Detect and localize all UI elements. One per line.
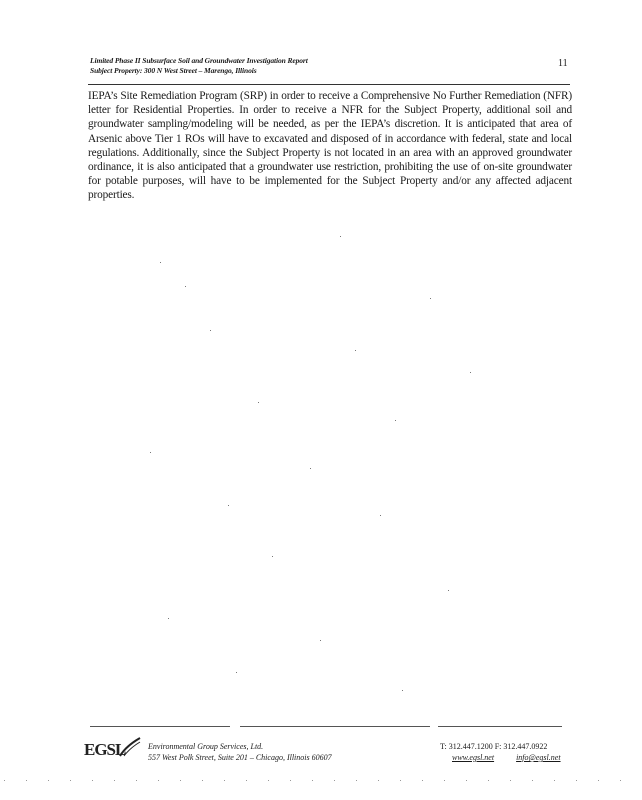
page-number: 11 <box>558 58 568 69</box>
email-link[interactable]: info@egsl.net <box>516 753 561 762</box>
footer-divider <box>240 726 430 727</box>
company-name: Environmental Group Services, Ltd. <box>148 742 264 751</box>
company-logo <box>84 736 144 764</box>
body-paragraph: IEPA’s Site Remediation Program (SRP) in order to receive a Comprehensive No Further Remediation (NFR) letter for Residential Properties. In order to receive a NFR for the Subject Property, additional soil and groundwater sampling/modeling will be needed, as per the IEPA’s discretion. It is anticipated that area of Arsenic above Tier 1 ROs will have to excavated and disposed of in accordance with federal, state and local regulations. Additionally, since the Subject Property is not located in an area with an approved groundwater ordinance, it is also anticipated that a groundwater use restriction, prohibiting the use of on-site groundwater for potable purposes, will have to be implemented for the Subject Property and/or any affected adjacent properties. <box>88 90 572 202</box>
phone-number: T: 312.447.1200 <box>440 742 493 751</box>
contact-block <box>440 741 561 763</box>
report-title: Limited Phase II Subsurface Soil and Groundwater Investigation Report <box>90 56 308 65</box>
running-header <box>90 56 490 76</box>
footer-divider <box>90 726 230 727</box>
company-address: 557 West Polk Street, Suite 201 – Chicago, Illinois 60607 <box>148 753 332 762</box>
website-link[interactable]: www.egsl.net <box>452 753 495 762</box>
fax-number: F: 312.447.0922 <box>494 742 548 751</box>
swoosh-icon <box>118 736 142 758</box>
company-block <box>148 741 332 763</box>
header-divider <box>88 84 570 85</box>
subject-property: Subject Property: 300 N West Street – Marengo, Illinois <box>90 66 257 75</box>
scan-edge-noise <box>4 780 636 781</box>
logo-text: EGSL <box>84 740 126 759</box>
footer-divider <box>438 726 562 727</box>
